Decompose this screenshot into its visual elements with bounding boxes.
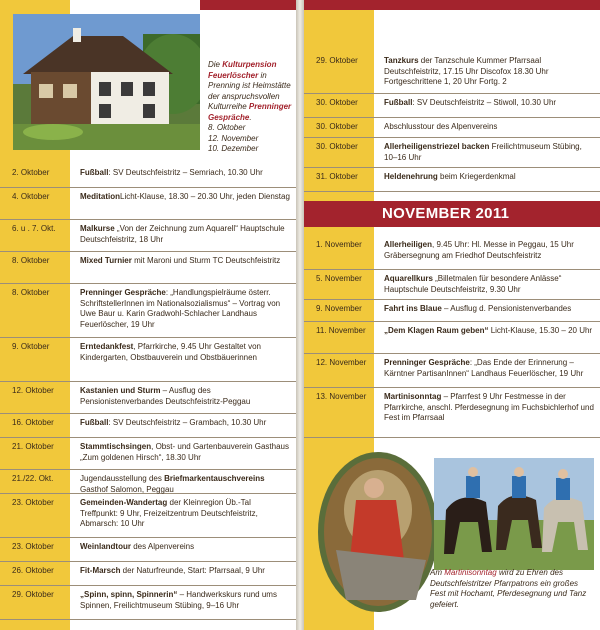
event-description bbox=[70, 284, 296, 337]
event-details: : SV Deutschfeistritz – Grambach, 10.30 Uhr bbox=[108, 418, 267, 427]
event-title: Fußball bbox=[80, 418, 109, 427]
hero-date-3: 10. Dezember bbox=[208, 144, 259, 153]
event-row bbox=[0, 188, 296, 220]
event-row bbox=[304, 322, 600, 354]
event-details: – Pfarrfest 9 Uhr Festmesse in der Pfarrkirche, anschl. Pferdesegnung im Fuchsbichlerhof und Fest im Pfarrsaal bbox=[384, 392, 594, 422]
event-title: Prenninger Gespräche bbox=[80, 288, 166, 297]
event-row bbox=[304, 354, 600, 388]
event-row bbox=[304, 388, 600, 438]
event-title: Weinlandtour bbox=[80, 542, 131, 551]
event-date: 12. November bbox=[316, 358, 367, 367]
event-title: Aquarellkurs bbox=[384, 274, 433, 283]
top-red-bar-right bbox=[304, 0, 600, 10]
event-date: 26. Oktober bbox=[12, 566, 54, 575]
event-title: Fußball bbox=[80, 168, 109, 177]
top-red-bar bbox=[200, 0, 296, 10]
event-date: 13. November bbox=[316, 392, 367, 401]
event-details: : SV Deutschfeistritz – Stiwoll, 10.30 Uhr bbox=[412, 98, 557, 107]
event-date: 11. November bbox=[316, 326, 366, 335]
martinisonntag-caption: Am Martinisonntag wird zu Ehren des Deutschfeistritzer Pfarrpatrons ein großes Fest mit Hochamt, Pferdesegnung und Tanz gefeiert. bbox=[430, 568, 587, 609]
event-description bbox=[374, 94, 600, 117]
event-description bbox=[70, 494, 296, 537]
event-date: 23. Oktober bbox=[12, 542, 54, 551]
event-description bbox=[70, 438, 296, 469]
event-date: 30. Oktober bbox=[316, 122, 358, 131]
event-description bbox=[70, 414, 296, 437]
event-details: Abschlusstour des Alpenvereins bbox=[384, 122, 498, 131]
event-details: Gasthof Salomon, Peggau bbox=[80, 484, 174, 494]
event-details: Freilichtmuseum Stübing, 10–16 Uhr bbox=[384, 142, 582, 162]
event-row bbox=[304, 168, 600, 192]
event-date: 5. November bbox=[316, 274, 362, 283]
left-page bbox=[0, 0, 296, 630]
event-description bbox=[70, 562, 296, 585]
event-title: Erntedankfest bbox=[80, 342, 134, 351]
event-details: Licht-Klause, 18.30 – 20.30 Uhr, jeden Dienstag bbox=[120, 192, 290, 201]
event-row bbox=[0, 438, 296, 470]
event-description bbox=[374, 236, 600, 269]
event-row bbox=[304, 118, 600, 138]
event-row bbox=[0, 382, 296, 414]
prenninger-name: Prenninger Gespräche bbox=[208, 102, 292, 122]
november-event-list bbox=[304, 236, 600, 438]
event-title: „Dem Klagen Raum geben“ bbox=[384, 326, 489, 335]
event-description bbox=[70, 538, 296, 561]
event-date: 8. Oktober bbox=[12, 256, 50, 265]
event-date: 1. November bbox=[316, 240, 362, 249]
october-event-list bbox=[0, 164, 296, 620]
event-row bbox=[0, 586, 296, 620]
event-description bbox=[374, 118, 600, 137]
page-fold bbox=[296, 0, 304, 630]
hero-caption: Die Kulturpension Feuerlöscher in Prenning ist Heimstätte der anspruchsvollen Kulturreihe Prenninger Gespräche. 8. Oktober 12. November 10. Dezember bbox=[208, 60, 294, 155]
event-row bbox=[304, 300, 600, 322]
event-row bbox=[0, 338, 296, 382]
event-description bbox=[70, 164, 296, 187]
event-date: 21./22. Okt. bbox=[12, 474, 54, 483]
event-details: der Naturfreunde, Start: Pfarrsaal, 9 Uhr bbox=[120, 566, 265, 575]
event-title: Stammtischsingen bbox=[80, 442, 152, 451]
event-row bbox=[0, 252, 296, 284]
right-page bbox=[304, 0, 600, 630]
event-row bbox=[304, 236, 600, 270]
event-date: 6. u . 7. Okt. bbox=[12, 224, 56, 233]
event-row bbox=[304, 138, 600, 168]
event-row bbox=[304, 270, 600, 300]
event-title: Briefmarkentauschvereins bbox=[164, 474, 265, 483]
event-title: „Spinn, spinn, Spinnerin“ bbox=[80, 590, 178, 599]
event-title: Martinisonntag bbox=[384, 392, 442, 401]
event-description bbox=[70, 220, 296, 251]
event-details: : „Handlungspielräume österr. SchriftstellerInnen im Nationalsozialismus“ – Vortrag von Uwe Baur u. Karin Gradwohl-Schlacher Landhaus Feuerlöscher, 19 Uhr bbox=[80, 288, 281, 329]
event-date: 29. Oktober bbox=[316, 56, 358, 65]
event-date: 9. November bbox=[316, 304, 362, 313]
event-details: : SV Deutschfeistritz – Semriach, 10.30 Uhr bbox=[108, 168, 263, 177]
event-title: Fahrt ins Blaue bbox=[384, 304, 442, 313]
event-title: Mixed Turnier bbox=[80, 256, 132, 265]
event-date: 31. Oktober bbox=[316, 172, 358, 181]
kulturpension-name: Kulturpension Feuerlöscher bbox=[208, 60, 277, 80]
event-description bbox=[374, 388, 600, 437]
event-row bbox=[0, 470, 296, 494]
event-description bbox=[374, 138, 600, 167]
event-date: 29. Oktober bbox=[12, 590, 54, 599]
event-title: Malkurse bbox=[80, 224, 115, 233]
event-details: – Handwerkskurs rund ums Spinnen, Freilichtmuseum Stübing, 9–16 Uhr bbox=[80, 590, 277, 610]
hero-date-2: 12. November bbox=[208, 133, 259, 143]
event-date: 30. Oktober bbox=[316, 142, 358, 151]
month-title: NOVEMBER 2011 bbox=[382, 205, 510, 222]
event-description bbox=[70, 470, 296, 493]
event-title: Allerheiligenstriezel backen bbox=[384, 142, 490, 151]
event-details: : „Das Ende der Erinnerung – Kärntner PartisanInnen“ Landhaus Feuerlöscher, 19 Uhr bbox=[384, 358, 584, 378]
event-title: Fit-Marsch bbox=[80, 566, 121, 575]
event-row bbox=[0, 164, 296, 188]
event-date: 16. Oktober bbox=[12, 418, 54, 427]
event-details: beim Kriegerdenkmal bbox=[437, 172, 516, 181]
event-row bbox=[0, 284, 296, 338]
event-description bbox=[374, 168, 600, 191]
event-row bbox=[0, 494, 296, 538]
event-title: Tanzkurs bbox=[384, 56, 419, 65]
event-details: der Kleinregion Üb.-Tal Treffpunkt: 9 Uhr, Freizeitzentrum Deutschfeistritz, Abmarsch: 10 Uhr bbox=[80, 498, 258, 528]
event-row bbox=[0, 538, 296, 562]
event-date: 12. Oktober bbox=[12, 386, 54, 395]
event-description bbox=[374, 52, 600, 93]
event-details: der Tanzschule Kummer Pfarrsaal Deutschfeistritz, 17.15 Uhr Discofox 18.30 Uhr Fortgeschrittene 1, 20 Uhr Fortg. 2 bbox=[384, 56, 549, 86]
event-date: 2. Oktober bbox=[12, 168, 50, 177]
martinisonntag-term: Martinisonntag bbox=[444, 568, 497, 577]
event-details: , 9.45 Uhr: Hl. Messe in Peggau, 15 Uhr Gräbersegnung am Friedhof Deutschfeistritz bbox=[384, 240, 574, 260]
event-description bbox=[374, 270, 600, 299]
event-date: 4. Oktober bbox=[12, 192, 50, 201]
event-row bbox=[0, 414, 296, 438]
event-description bbox=[70, 338, 296, 381]
event-details: mit Maroni und Sturm TC Deutschfeistritz bbox=[131, 256, 281, 265]
event-details: des Alpenvereins bbox=[130, 542, 195, 551]
event-details: , Pfarrkirche, 9.45 Uhr Gestaltet von Kindergarten, Obstbauverein und Obstbäuerinnen bbox=[80, 342, 261, 362]
event-description bbox=[70, 252, 296, 283]
event-date: 8. Oktober bbox=[12, 288, 50, 297]
event-details: – Ausflug des Pensionistenverbandes Deutschfeistritz-Peggau bbox=[80, 386, 251, 406]
event-details: , Obst- und Gartenbauverein Gasthaus „Zum goldenen Hirsch“, 18.30 Uhr bbox=[80, 442, 289, 462]
kulturpension-photo bbox=[13, 14, 200, 150]
event-row bbox=[0, 562, 296, 586]
event-title: Meditation bbox=[80, 192, 120, 201]
event-details: Licht-Klause, 15.30 – 20 Uhr bbox=[488, 326, 593, 335]
event-row bbox=[304, 94, 600, 118]
event-title: Heldenehrung bbox=[384, 172, 438, 181]
event-details: „Von der Zeichnung zum Aquarell“ Hauptschule Deutschfeistritz, 18 Uhr bbox=[80, 224, 285, 244]
event-description bbox=[70, 586, 296, 619]
event-title: Gemeinden-Wandertag bbox=[80, 498, 168, 507]
event-title: Kastanien und Sturm bbox=[80, 386, 161, 395]
late-october-event-list bbox=[304, 52, 600, 192]
event-description bbox=[70, 188, 296, 219]
event-prefix: Jugendausstellung des bbox=[80, 474, 165, 483]
event-row bbox=[304, 52, 600, 94]
event-date: 30. Oktober bbox=[316, 98, 358, 107]
event-date: 23. Oktober bbox=[12, 498, 54, 507]
event-description bbox=[374, 354, 600, 387]
event-details: „Billetmalen für besondere Anlässe“ Hauptschule Deutschfeistritz, 9.30 Uhr bbox=[384, 274, 562, 294]
event-title: Allerheiligen bbox=[384, 240, 433, 249]
november-banner bbox=[304, 201, 600, 227]
hero-date-1: 8. Oktober bbox=[208, 123, 246, 132]
event-title: Prenninger Gespräche bbox=[384, 358, 470, 367]
event-row bbox=[0, 220, 296, 252]
event-title: Fußball bbox=[384, 98, 413, 107]
event-description bbox=[374, 300, 600, 321]
event-details: – Ausflug d. Pensionistenverbandes bbox=[441, 304, 572, 313]
event-description bbox=[70, 382, 296, 413]
event-description bbox=[374, 322, 600, 353]
event-date: 21. Oktober bbox=[12, 442, 54, 451]
event-date: 9. Oktober bbox=[12, 342, 50, 351]
